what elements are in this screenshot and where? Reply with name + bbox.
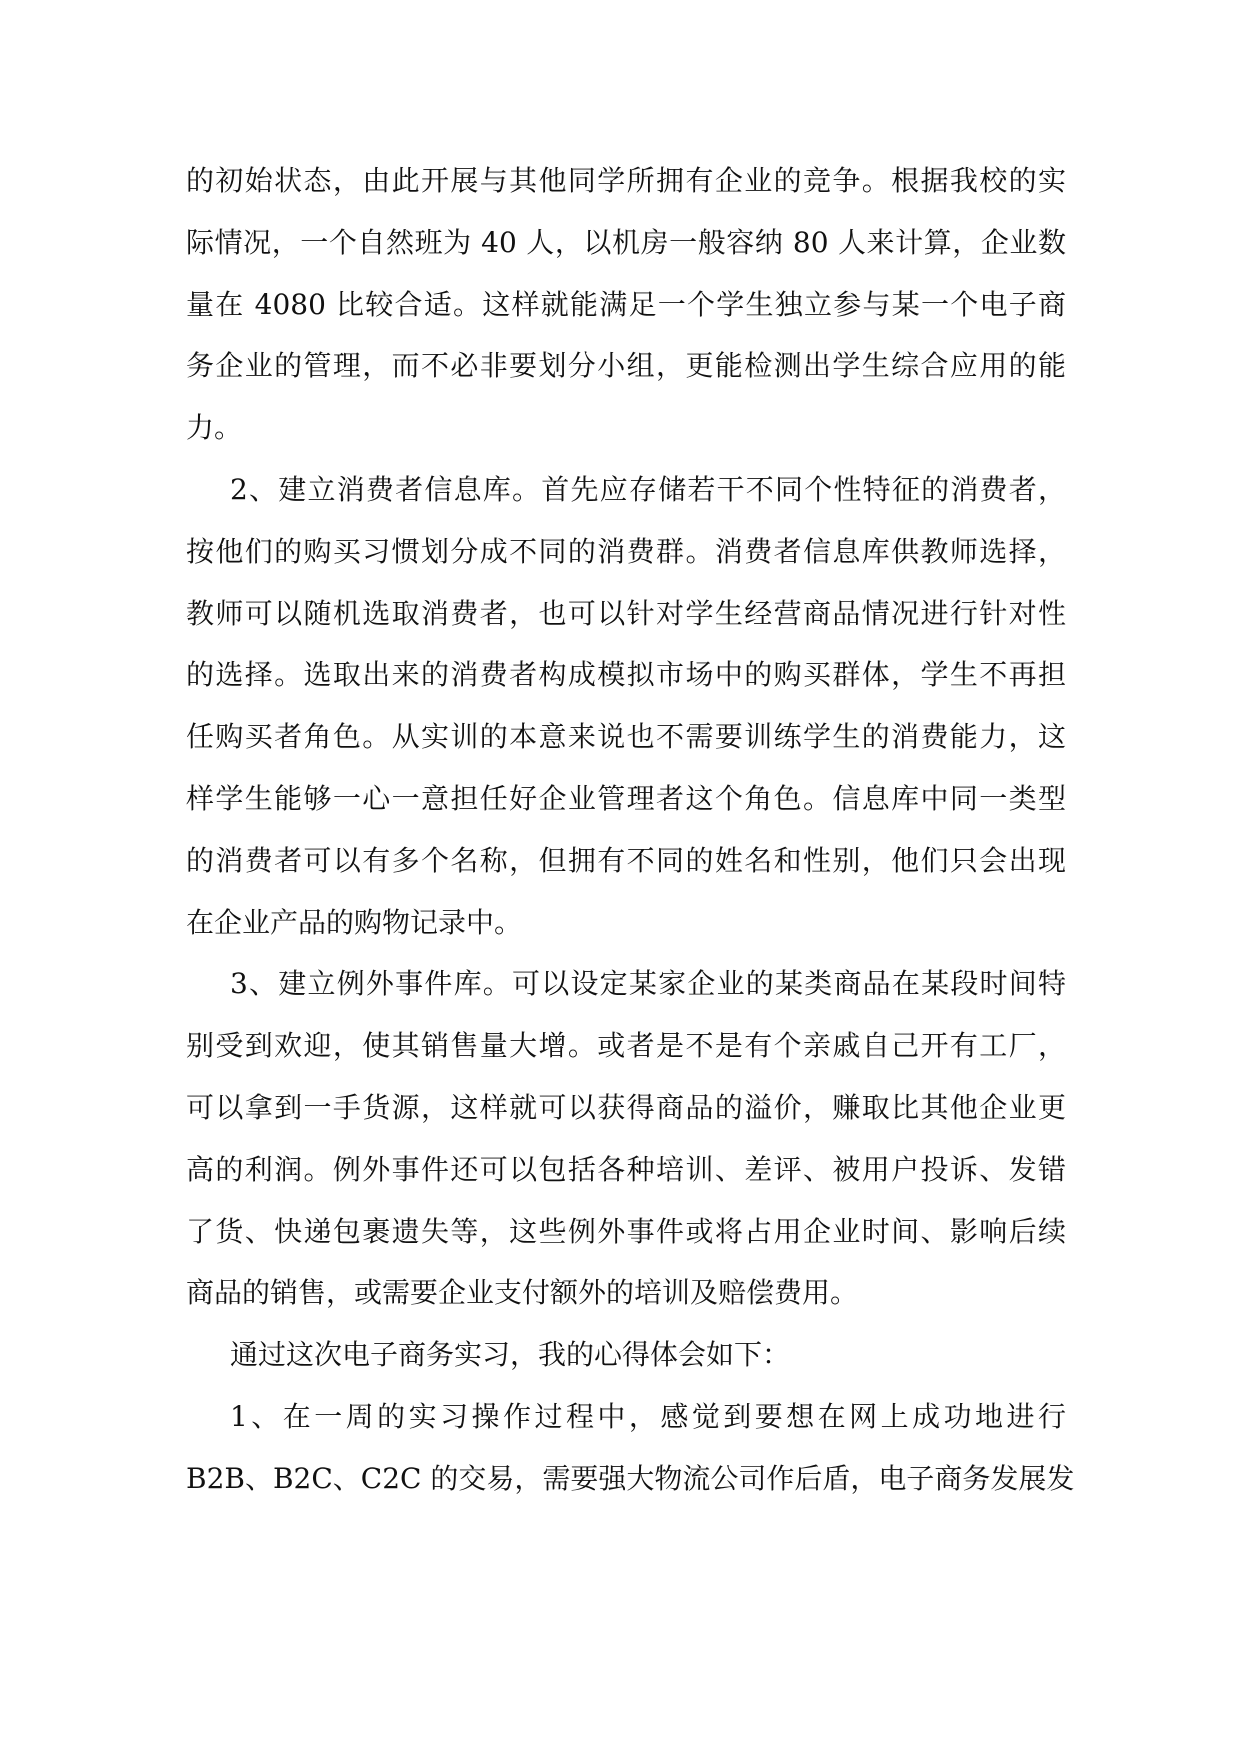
text-line: 样学生能够一心一意担任好企业管理者这个角色。信息库中同一类型	[186, 781, 1066, 815]
paragraph	[186, 953, 1066, 1324]
text-line: 可以拿到一手货源，这样就可以获得商品的溢价，赚取比其他企业更	[186, 1090, 1066, 1124]
text-line: B2B、B2C、C2C 的交易，需要强大物流公司作后盾，电子商务发展发	[186, 1461, 1075, 1495]
paragraph	[186, 1386, 1075, 1510]
document-body	[186, 150, 1075, 1510]
text-line: 务企业的管理，而不必非要划分小组，更能检测出学生综合应用的能	[186, 349, 1066, 383]
text-line: 商品的销售，或需要企业支付额外的培训及赔偿费用。	[186, 1276, 859, 1310]
text-line: 高的利润。例外事件还可以包括各种培训、差评、被用户投诉、发错	[186, 1152, 1066, 1186]
text-line: 3、建立例外事件库。可以设定某家企业的某类商品在某段时间特	[230, 967, 1066, 1001]
paragraph	[186, 150, 1066, 459]
text-line: 在企业产品的购物记录中。	[186, 905, 523, 939]
text-line: 1、在一周的实习操作过程中，感觉到要想在网上成功地进行	[230, 1399, 1066, 1433]
text-line: 2、建立消费者信息库。首先应存储若干不同个性特征的消费者，	[230, 472, 1066, 506]
text-line: 教师可以随机选取消费者，也可以针对学生经营商品情况进行针对性	[186, 596, 1066, 630]
text-line: 力。	[186, 411, 243, 445]
text-line: 别受到欢迎，使其销售量大增。或者是不是有个亲戚自己开有工厂，	[186, 1029, 1066, 1063]
text-line: 任购买者角色。从实训的本意来说也不需要训练学生的消费能力，这	[186, 720, 1066, 754]
text-line: 的选择。选取出来的消费者构成模拟市场中的购买群体，学生不再担	[186, 658, 1066, 692]
text-line: 了货、快递包裹遗失等，这些例外事件或将占用企业时间、影响后续	[186, 1214, 1066, 1248]
paragraph	[186, 1324, 1066, 1386]
text-line: 按他们的购买习惯划分成不同的消费群。消费者信息库供教师选择，	[186, 534, 1066, 568]
text-line: 通过这次电子商务实习，我的心得体会如下：	[230, 1338, 791, 1372]
text-line: 际情况，一个自然班为 40 人，以机房一般容纳 80 人来计算，企业数	[186, 225, 1066, 259]
text-line: 量在 4080 比较合适。这样就能满足一个学生独立参与某一个电子商	[186, 287, 1066, 321]
text-line: 的消费者可以有多个名称，但拥有不同的姓名和性别，他们只会出现	[186, 843, 1066, 877]
paragraph	[186, 459, 1066, 953]
text-line: 的初始状态，由此开展与其他同学所拥有企业的竞争。根据我校的实	[186, 164, 1066, 197]
